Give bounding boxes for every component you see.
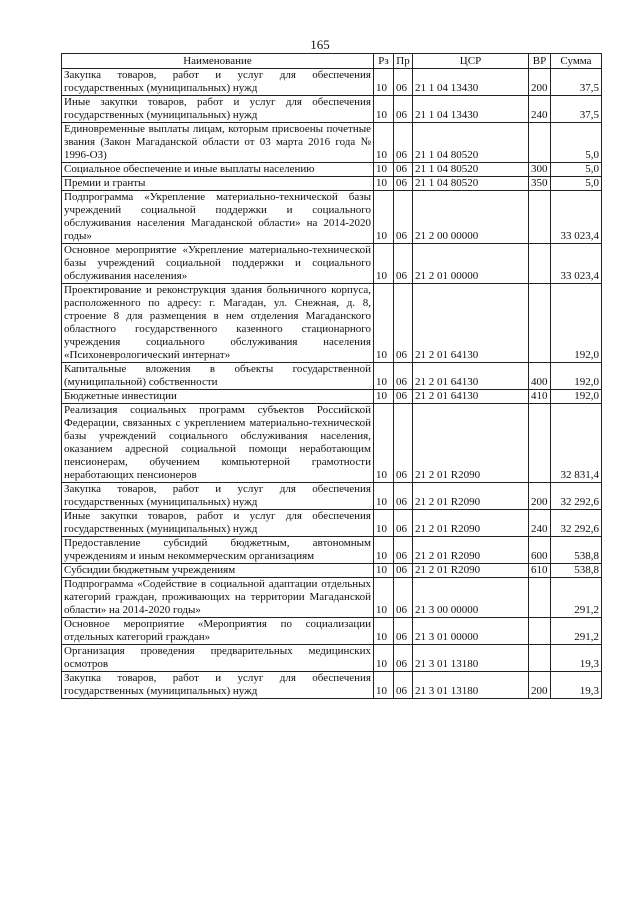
row-name: Предоставление субсидий бюджетным, автономным учреждениям и иным некоммерческим организациям [62,537,374,564]
row-csr: 21 1 04 13430 [413,96,529,123]
row-csr: 21 2 00 00000 [413,191,529,244]
row-name: Подпрограмма «Содействие в социальной адаптации отдельных категорий граждан, проживающих на территории Магаданской области» на 2014-2020 годы» [62,578,374,618]
row-rz: 10 [374,483,394,510]
row-sum: 33 023,4 [551,191,602,244]
row-csr: 21 3 00 00000 [413,578,529,618]
row-name: Социальное обеспечение и иные выплаты населению [62,163,374,177]
row-name: Премии и гранты [62,177,374,191]
row-sum: 192,0 [551,284,602,363]
row-rz: 10 [374,363,394,390]
row-csr: 21 1 04 80520 [413,123,529,163]
table-row [62,510,602,537]
row-vr [529,284,551,363]
row-csr: 21 2 01 R2090 [413,564,529,578]
row-vr: 200 [529,672,551,699]
row-rz: 10 [374,284,394,363]
row-name: Реализация социальных программ субъектов Российской Федерации, связанных с укреплением материально-технической базы учреждений социального обслуживания населения, оказанием адресной социальной помощи неработающим пенсионерам, обучением компьютерной грамотности неработающих пенсионеров [62,404,374,483]
row-pr: 06 [394,537,413,564]
row-csr: 21 2 01 64130 [413,284,529,363]
row-rz: 10 [374,244,394,284]
row-csr: 21 2 01 64130 [413,390,529,404]
header-vr: ВР [529,54,551,69]
row-vr: 200 [529,69,551,96]
row-sum: 291,2 [551,578,602,618]
row-pr: 06 [394,390,413,404]
row-pr: 06 [394,578,413,618]
row-pr: 06 [394,244,413,284]
row-name: Проектирование и реконструкция здания больничного корпуса, расположенного по адресу: г. Магадан, ул. Снежная, д. 8, строение 8 для размещения в нем отделения Магаданского областного государственного казенного стационарного учреждения социального обслуживания населения «Психоневрологический интернат» [62,284,374,363]
row-vr: 350 [529,177,551,191]
row-rz: 10 [374,390,394,404]
row-sum: 192,0 [551,363,602,390]
row-csr: 21 2 01 R2090 [413,483,529,510]
row-name: Закупка товаров, работ и услуг для обеспечения государственных (муниципальных) нужд [62,69,374,96]
row-pr: 06 [394,645,413,672]
table-row [62,618,602,645]
row-rz: 10 [374,163,394,177]
row-rz: 10 [374,404,394,483]
row-sum: 32 292,6 [551,483,602,510]
row-vr: 240 [529,510,551,537]
table-row [62,564,602,578]
row-csr: 21 2 01 64130 [413,363,529,390]
row-vr [529,578,551,618]
row-name: Капитальные вложения в объекты государственной (муниципальной) собственности [62,363,374,390]
budget-table [61,53,602,699]
row-pr: 06 [394,618,413,645]
row-rz: 10 [374,123,394,163]
row-csr: 21 2 01 R2090 [413,404,529,483]
header-name: Наименование [62,54,374,69]
row-name: Иные закупки товаров, работ и услуг для обеспечения государственных (муниципальных) нужд [62,96,374,123]
row-vr: 400 [529,363,551,390]
header-csr: ЦСР [413,54,529,69]
header-rz: Рз [374,54,394,69]
row-rz: 10 [374,618,394,645]
row-csr: 21 2 01 R2090 [413,510,529,537]
row-sum: 32 831,4 [551,404,602,483]
row-vr: 240 [529,96,551,123]
row-sum: 37,5 [551,96,602,123]
table-row [62,284,602,363]
row-pr: 06 [394,163,413,177]
row-vr: 600 [529,537,551,564]
row-vr [529,618,551,645]
header-sum: Сумма [551,54,602,69]
row-pr: 06 [394,483,413,510]
header-row [62,54,602,69]
row-pr: 06 [394,177,413,191]
row-pr: 06 [394,510,413,537]
page-number: 165 [310,37,330,52]
row-name: Организация проведения предварительных медицинских осмотров [62,645,374,672]
row-name: Иные закупки товаров, работ и услуг для обеспечения государственных (муниципальных) нужд [62,510,374,537]
row-pr: 06 [394,96,413,123]
row-sum: 538,8 [551,537,602,564]
row-sum: 291,2 [551,618,602,645]
table-row [62,191,602,244]
row-csr: 21 1 04 13430 [413,69,529,96]
table-row [62,645,602,672]
row-sum: 37,5 [551,69,602,96]
row-pr: 06 [394,284,413,363]
row-pr: 06 [394,123,413,163]
row-rz: 10 [374,96,394,123]
row-rz: 10 [374,645,394,672]
row-csr: 21 2 01 R2090 [413,537,529,564]
row-rz: 10 [374,564,394,578]
row-sum: 5,0 [551,177,602,191]
row-csr: 21 1 04 80520 [413,163,529,177]
row-csr: 21 2 01 00000 [413,244,529,284]
row-csr: 21 3 01 13180 [413,672,529,699]
row-name: Закупка товаров, работ и услуг для обеспечения государственных (муниципальных) нужд [62,672,374,699]
row-csr: 21 3 01 00000 [413,618,529,645]
row-rz: 10 [374,578,394,618]
row-rz: 10 [374,510,394,537]
row-pr: 06 [394,672,413,699]
table-row [62,177,602,191]
row-vr [529,404,551,483]
row-sum: 19,3 [551,645,602,672]
table-row [62,163,602,177]
row-vr [529,123,551,163]
row-name: Субсидии бюджетным учреждениям [62,564,374,578]
table-row [62,244,602,284]
row-vr [529,244,551,284]
row-vr [529,645,551,672]
row-name: Бюджетные инвестиции [62,390,374,404]
row-sum: 538,8 [551,564,602,578]
row-pr: 06 [394,404,413,483]
table-row [62,363,602,390]
row-pr: 06 [394,69,413,96]
row-vr: 610 [529,564,551,578]
table-row [62,404,602,483]
row-rz: 10 [374,537,394,564]
table-row [62,123,602,163]
row-vr: 200 [529,483,551,510]
row-sum: 5,0 [551,123,602,163]
row-vr: 300 [529,163,551,177]
row-rz: 10 [374,69,394,96]
header-pr: Пр [394,54,413,69]
row-name: Основное мероприятие «Мероприятия по социализации отдельных категорий граждан» [62,618,374,645]
row-pr: 06 [394,363,413,390]
row-vr [529,191,551,244]
table-row [62,483,602,510]
row-vr: 410 [529,390,551,404]
row-sum: 32 292,6 [551,510,602,537]
table-row [62,390,602,404]
row-rz: 10 [374,672,394,699]
row-csr: 21 1 04 80520 [413,177,529,191]
row-pr: 06 [394,191,413,244]
row-sum: 5,0 [551,163,602,177]
row-name: Закупка товаров, работ и услуг для обеспечения государственных (муниципальных) нужд [62,483,374,510]
table-row [62,578,602,618]
row-sum: 192,0 [551,390,602,404]
row-rz: 10 [374,177,394,191]
table-row [62,69,602,96]
row-sum: 19,3 [551,672,602,699]
row-csr: 21 3 01 13180 [413,645,529,672]
row-sum: 33 023,4 [551,244,602,284]
row-name: Единовременные выплаты лицам, которым присвоены почетные звания (Закон Магаданской области от 03 марта 2016 года № 1996-ОЗ) [62,123,374,163]
table-row [62,672,602,699]
row-rz: 10 [374,191,394,244]
row-name: Основное мероприятие «Укрепление материально-технической базы учреждений социальной поддержки и социального обслуживания населения» [62,244,374,284]
row-pr: 06 [394,564,413,578]
table-row [62,537,602,564]
row-name: Подпрограмма «Укрепление материально-технической базы учреждений социальной поддержки и социального обслуживания населения Магаданской области» на 2014-2020 годы» [62,191,374,244]
table-row [62,96,602,123]
